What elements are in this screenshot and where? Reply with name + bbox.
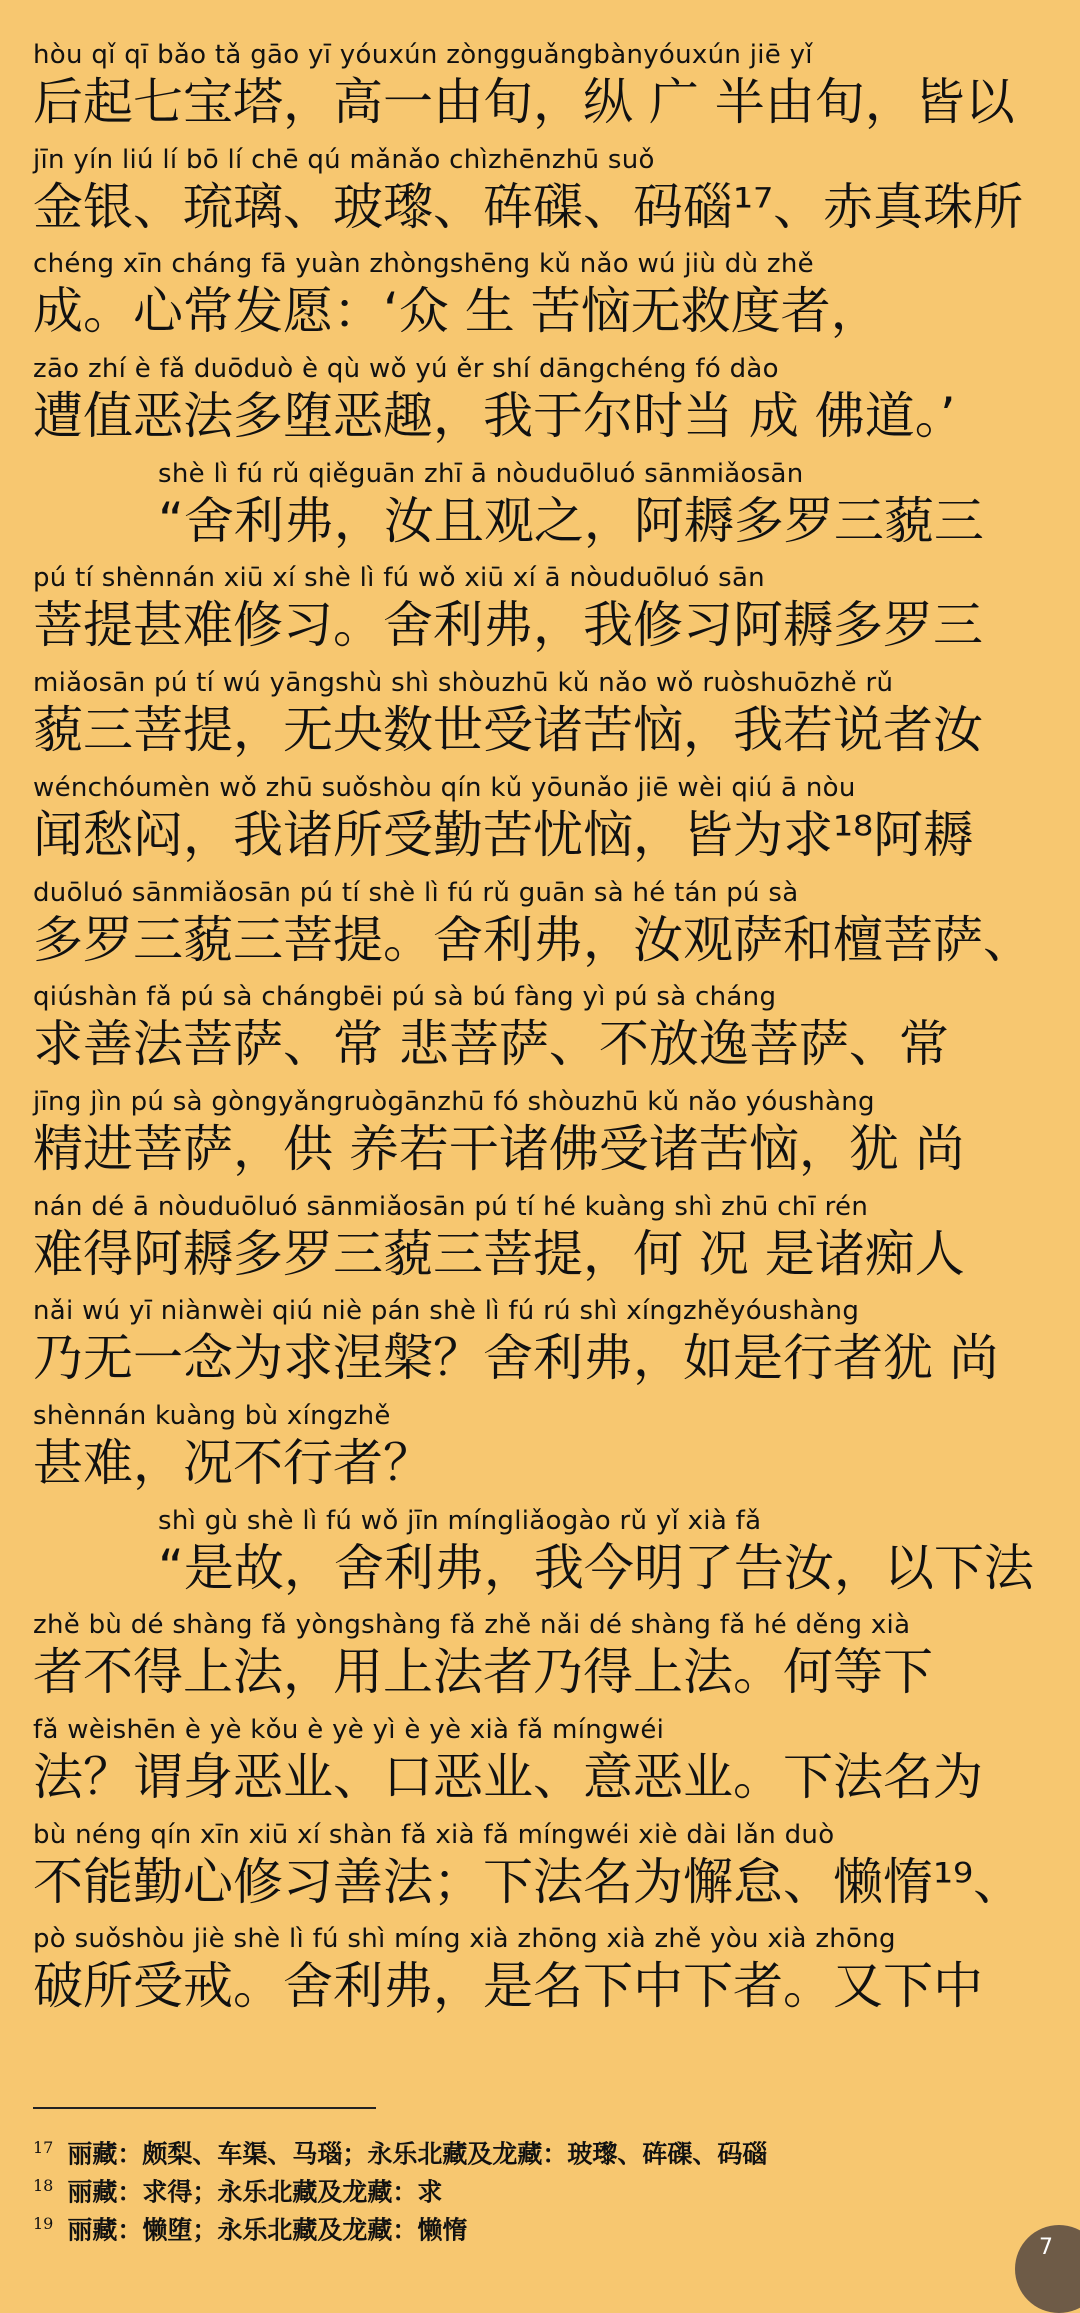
footnote-number: 18 [33,2176,54,2195]
pinyin-annotation: shè lì fú rǔ qiěguān zhī ā nòuduōluó sānmiǎosān [158,458,804,489]
scripture-line [33,1399,1053,1504]
chinese-text: 破所受戒。舍利弗，是名下中下者。又下中 [33,1957,983,2016]
pinyin-annotation: nán dé ā nòuduōluó sānmiǎosān pú tí hé kuàng shì zhū chī rén [33,1191,869,1222]
scripture-line [33,38,1053,143]
pinyin-annotation: bù néng qín xīn xiū xí shàn fǎ xià fǎ míngwéi xiè dài lǎn duò [33,1819,835,1850]
chinese-text: 者不得上法，用上法者乃得上法。何等下 [33,1643,933,1702]
scripture-line [33,1504,1053,1609]
chinese-text: “舍利弗，汝且观之，阿耨多罗三藐三 [158,491,984,550]
pinyin-annotation: nǎi wú yī niànwèi qiú niè pán shè lì fú rú shì xíngzhěyóushàng [33,1296,860,1327]
footnote-number: 19 [33,2214,54,2233]
pinyin-annotation: zhě bù dé shàng fǎ yòngshàng fǎ zhě nǎi dé shàng fǎ hé děng xià [33,1610,911,1641]
footnote-18 [33,2167,1033,2205]
footnote-text: 丽藏：懒堕；永乐北藏及龙藏：懒惰 [67,2215,468,2245]
scripture-line [33,1085,1053,1190]
scripture-line [33,1922,1053,2027]
pinyin-annotation: qiúshàn fǎ pú sà chángbēi pú sà bú fàng yì pú sà cháng [33,982,777,1013]
pinyin-annotation: shì gù shè lì fú wǒ jīn míngliǎogào rǔ yǐ xià fǎ [158,1505,762,1536]
chinese-text: 求善法菩萨、常 悲菩萨、不放逸菩萨、常 [33,1015,949,1074]
chinese-text: “是故，舍利弗，我今明了告汝，以下法 [158,1538,1034,1597]
scripture-line [33,771,1053,876]
footnote-text: 丽藏：求得；永乐北藏及龙藏：求 [67,2177,443,2207]
chinese-text: 遭值恶法多堕恶趣，我于尔时当 成 佛道。’ [33,387,956,446]
scripture-line [33,1608,1053,1713]
scripture-line [33,666,1053,771]
chinese-text: 甚难，况不行者？ [33,1433,433,1492]
pinyin-annotation: fǎ wèishēn è yè kǒu è yè yì è yè xià fǎ míngwéi [33,1715,665,1745]
pinyin-annotation: zāo zhí è fǎ duōduò è qù wǒ yú ěr shí dāngchéng fó dào [33,354,779,385]
pinyin-annotation: duōluó sānmiǎosān pú tí shè lì fú rǔ guān sà hé tán pú sà [33,877,799,908]
chinese-text: 难得阿耨多罗三藐三菩提，何 况 是诸痴人 [33,1224,965,1283]
pinyin-annotation: shènnán kuàng bù xíngzhě [33,1400,391,1431]
chinese-text: 精进菩萨，供 养若干诸佛受诸苦恼，犹 尚 [33,1119,965,1178]
pinyin-annotation: hòu qǐ qī bǎo tǎ gāo yī yóuxún zòngguǎngbànyóuxún jiē yǐ [33,40,813,70]
chinese-text: 金银、琉璃、玻瓈、砗磲、码碯¹⁷、赤真珠所 [33,177,1024,236]
chinese-text: 法？谓身恶业、口恶业、意恶业。下法名为 [33,1748,983,1806]
scripture-line [33,1294,1053,1399]
footnote-divider [33,2107,376,2109]
scripture-line [33,457,1053,562]
chinese-text: 后起七宝塔，高一由旬，纵 广 半由旬，皆以 [33,73,1015,131]
pinyin-annotation: pò suǒshòu jiè shè lì fú shì míng xià zhōng xià zhě yòu xià zhōng [33,1924,896,1955]
chinese-text: 成。心常发愿：‘众 生 苦恼无救度者， [33,282,881,341]
footnote-number: 17 [33,2138,54,2157]
pinyin-annotation: jīn yín liú lí bō lí chē qú mǎnǎo chìzhēnzhū suǒ [33,144,655,175]
scripture-line [33,561,1053,666]
chinese-text: 菩提甚难修习。舍利弗，我修习阿耨多罗三 [33,596,983,655]
scripture-line [33,1190,1053,1295]
chinese-text: 多罗三藐三菩提。舍利弗，汝观萨和檀菩萨、 [33,910,1033,969]
scripture-line [33,143,1053,248]
footnote-17 [33,2129,1033,2167]
scripture-text-block [33,38,1053,2027]
footnote-19 [33,2205,1033,2243]
footnotes [33,2107,1033,2243]
scripture-line [33,247,1053,352]
pinyin-annotation: wénchóumèn wǒ zhū suǒshòu qín kǔ yōunǎo jiē wèi qiú ā nòu [33,772,856,803]
scripture-line [33,352,1053,457]
scripture-line [33,876,1053,981]
scripture-line [33,1818,1053,1923]
pinyin-annotation: chéng xīn cháng fā yuàn zhòngshēng kǔ nǎo wú jiù dù zhě [33,249,814,280]
chinese-text: 闻愁闷，我诸所受勤苦忧恼，皆为求¹⁸阿耨 [33,805,974,864]
scripture-line [33,980,1053,1085]
pinyin-annotation: miǎosān pú tí wú yāngshù shì shòuzhū kǔ nǎo wǒ ruòshuōzhě rǔ [33,668,894,699]
pinyin-annotation: jīng jìn pú sà gòngyǎngruògānzhū fó shòuzhū kǔ nǎo yóushàng [33,1086,875,1117]
footnote-text: 丽藏：颇梨、车渠、马瑙；永乐北藏及龙藏：玻瓈、砗磲、码碯 [67,2139,768,2169]
chinese-text: 乃无一念为求涅槃？舍利弗，如是行者犹 尚 [33,1329,999,1388]
pinyin-annotation: pú tí shènnán xiū xí shè lì fú wǒ xiū xí ā nòuduōluó sān [33,563,765,594]
chinese-text: 不能勤心修习善法；下法名为懈怠、懒惰¹⁹、 [33,1852,1024,1911]
chinese-text: 藐三菩提，无央数世受诸苦恼，我若说者汝 [33,701,983,760]
scripture-line [33,1713,1053,1818]
page-number-badge: 7 [1015,2225,1080,2313]
